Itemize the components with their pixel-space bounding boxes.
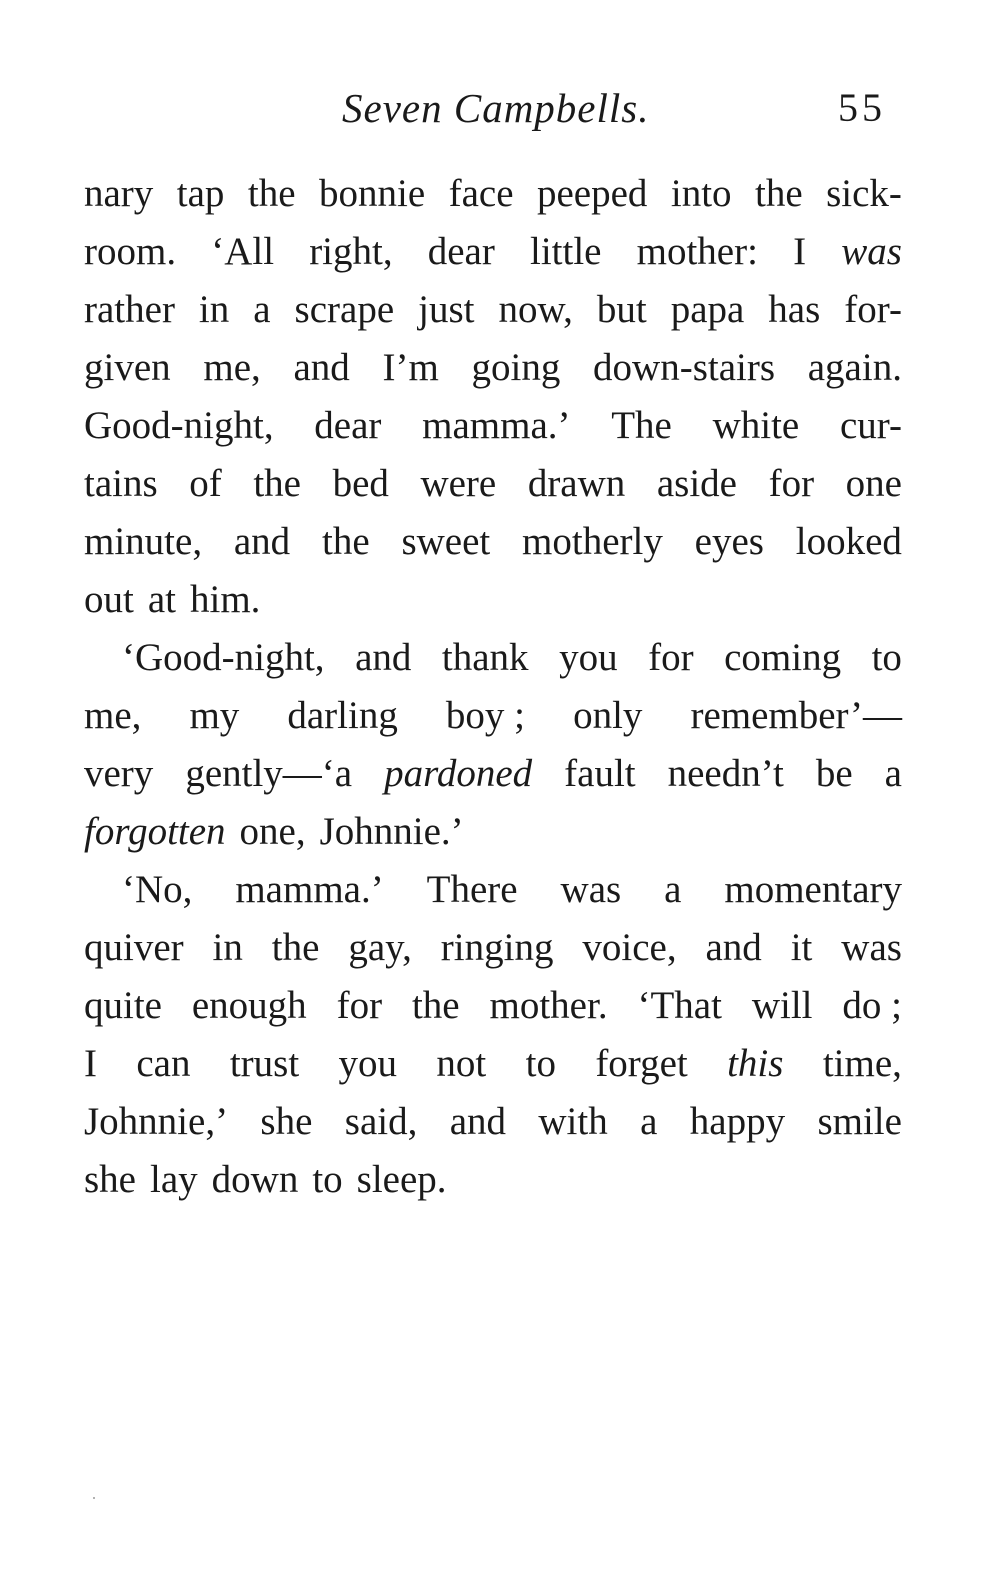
word: down [211,1158,299,1201]
word: boy ; [445,694,525,737]
word: looked [795,520,902,563]
word: given [84,346,171,389]
word: was [841,230,902,273]
word: for [648,636,694,679]
word: one [845,462,902,505]
word: cur- [839,404,902,447]
word: ringing [440,926,554,969]
word: trust [229,1042,300,1085]
word: for [768,462,815,505]
word: my [189,694,240,737]
word: drawn [527,462,626,505]
word: scrape [294,288,395,331]
word: I [793,230,807,273]
word: can [136,1042,191,1085]
paper-speck [93,1497,95,1499]
word: this [727,1042,784,1085]
word: it [790,926,813,969]
word: and [355,636,412,679]
word: of [189,462,222,505]
word: has [768,288,821,331]
text-line [84,803,902,861]
word: me, [84,694,142,737]
word: the [411,984,460,1027]
word: just [418,288,475,331]
running-head [0,78,1000,138]
text-line [84,513,902,571]
word: sick- [826,172,902,215]
text-line [84,745,902,803]
word: ‘Good-night, [122,636,325,679]
text-line [84,687,902,745]
word: but [596,288,647,331]
text-line [84,861,902,919]
word: I [84,1042,97,1085]
word: Johnnie.’ [319,810,464,853]
word: the [253,462,301,505]
word: mother: [636,230,758,273]
word: ‘All [211,230,275,273]
word: face [448,172,514,215]
word: in [212,926,243,969]
word: for [336,984,383,1027]
word: The [611,404,672,447]
word: will [751,984,813,1027]
word: white [712,404,800,447]
body-text [84,165,902,1209]
word: needn’t [667,752,784,795]
word: the [754,172,803,215]
text-line [84,977,902,1035]
text-line [84,571,902,629]
word: I’m [382,346,439,389]
word: going [471,346,561,389]
word: mamma.’ [235,868,384,911]
word: voice, [582,926,677,969]
text-line [84,281,902,339]
word: dear [314,404,382,447]
word: into [670,172,732,215]
word: quite [84,984,162,1027]
word: down-stairs [593,346,776,389]
word: sleep. [356,1158,447,1201]
word: the [321,520,370,563]
word: ‘No, [122,868,193,911]
word: time, [822,1042,902,1085]
word: to [871,636,902,679]
word: aside [656,462,737,505]
word: and [293,346,350,389]
word: out [84,578,134,621]
word: mother. [489,984,608,1027]
word: sweet [401,520,491,563]
word: minute, [84,520,203,563]
word: smile [817,1100,902,1143]
word: forgotten [84,810,226,853]
word: for- [844,288,902,331]
word: mamma.’ [422,404,571,447]
word: in [198,288,230,331]
word: she [84,1158,136,1201]
word: motherly [522,520,663,563]
word: Good-night, [84,404,274,447]
word: dear [427,230,495,273]
word: the [271,926,320,969]
word: happy [689,1100,786,1143]
word: gently—‘a [185,752,353,795]
word: darling [287,694,398,737]
word: eyes [694,520,764,563]
word: pardoned [384,752,533,795]
word: Johnnie,’ [84,1100,229,1143]
word: she [260,1100,313,1143]
word: tains [84,462,158,505]
page-number: 55 [838,85,886,130]
text-line [84,1151,902,1209]
word: gay, [348,926,412,969]
word: said, [344,1100,418,1143]
word: nary [84,172,154,215]
word: him. [190,578,261,621]
word: bed [332,462,389,505]
word: was [841,926,902,969]
word: little [530,230,602,273]
word: forget [595,1042,688,1085]
text-line [84,339,902,397]
text-line [84,223,902,281]
text-line [84,919,902,977]
running-title: Seven Campbells. [342,85,650,131]
word: papa [670,288,745,331]
text-line [84,1093,902,1151]
word: and [705,926,762,969]
word: now, [498,288,573,331]
text-line [84,629,902,687]
word: at [147,578,176,621]
word: be [815,752,853,795]
word: a [253,288,271,331]
word: again. [807,346,902,389]
word: peeped [536,172,648,215]
word: a [884,752,902,795]
word: you [338,1042,398,1085]
word: not [436,1042,487,1085]
word: only [573,694,643,737]
word: lay [150,1158,198,1201]
word: a [640,1100,658,1143]
word: momentary [724,868,902,911]
text-line [84,455,902,513]
word: rather [84,288,175,331]
word: with [538,1100,608,1143]
word: bonnie [318,172,426,215]
word: There [426,868,518,911]
word: you [559,636,618,679]
word: the [247,172,296,215]
text-line [84,397,902,455]
word: tap [176,172,225,215]
word: and [233,520,291,563]
word: do ; [842,984,902,1027]
word: to [525,1042,556,1085]
word: coming [724,636,842,679]
text-line [84,165,902,223]
word: was [560,868,622,911]
word: ‘That [637,984,722,1027]
word: a [664,868,682,911]
word: very [84,752,154,795]
word: remember’— [690,694,902,737]
word: me, [203,346,261,389]
word: thank [441,636,529,679]
word: quiver [84,926,184,969]
word: to [312,1158,343,1201]
word: right, [309,230,393,273]
text-line [84,1035,902,1093]
word: enough [191,984,307,1027]
word: fault [564,752,636,795]
word: one, [239,810,306,853]
word: and [449,1100,507,1143]
word: room. [84,230,177,273]
word: were [420,462,497,505]
